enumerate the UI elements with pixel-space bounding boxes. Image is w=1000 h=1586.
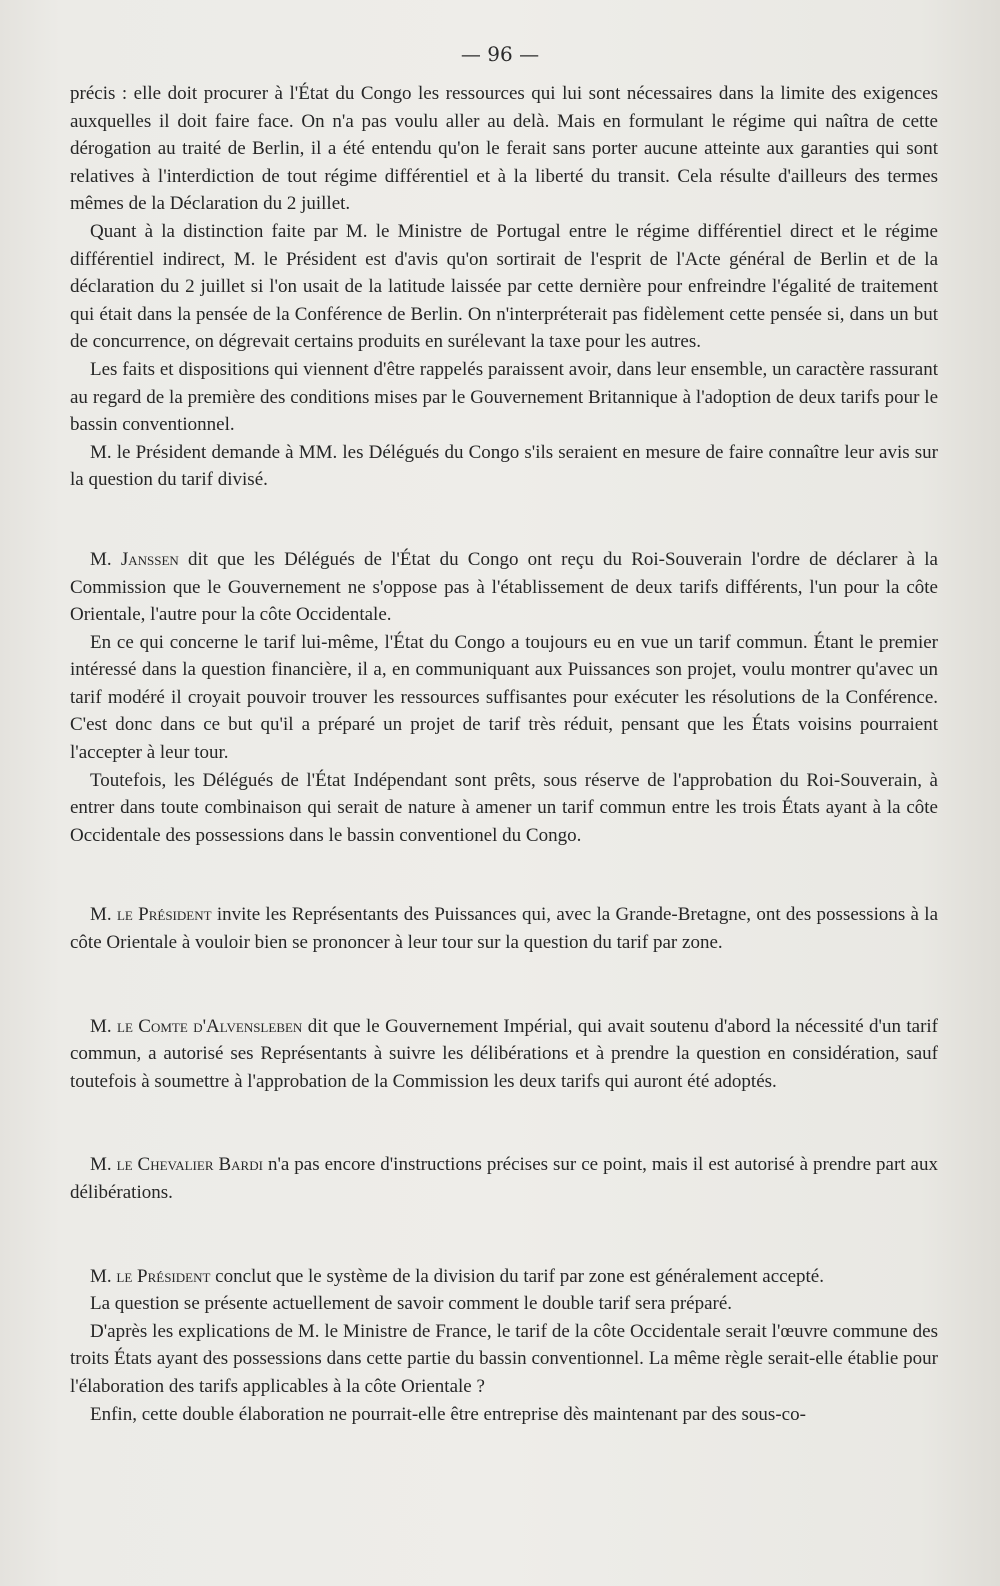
paragraph: Toutefois, les Délégués de l'État Indépendant sont prêts, sous réserve de l'approbation du Roi-Souverain, à entrer dans toute combinaison qui serait de nature à amener un tarif commun entre les trois États ayant à la côte Occidentale des possessions dans le bassin conventionel du Congo.: [70, 769, 938, 846]
paragraph: Les faits et dispositions qui viennent d'être rappelés paraissent avoir, dans leur ensemble, un caractère rassurant au regard de la première des conditions mises par le Gouvernement Britannique à l'adoption de deux tarifs pour le bassin conventionnel.: [70, 358, 938, 436]
paragraph: M. le Président demande à MM. les Délégués du Congo s'ils seraient en mesure de faire connaître leur avis sur la question du tarif divisé.: [70, 441, 938, 491]
speaker-name: M. le Président: [90, 1265, 211, 1287]
section-gap: [70, 957, 938, 1013]
speech-text: conclut que le système de la division du tarif par zone est généralement accepté.: [210, 1265, 824, 1287]
speech-text: n'a pas encore d'instructions précises sur ce point, mais il est autorisé à prendre part aux délibérations.: [70, 1154, 938, 1203]
speech-bardi: [70, 1151, 938, 1206]
paragraph: précis : elle doit procurer à l'État du Congo les ressources qui lui sont nécessaires dans la limite des exigences auxquelles il doit faire face. On n'a pas voulu aller au delà. Mais en formulant le régime qui naîtra de cette dérogation au traité de Berlin, il a été entendu qu'on le ferait sans porter aucune atteinte aux garanties qui sont relatives à l'interdiction de tout régime différentiel et à la liberté du transit. Cela résulte d'ailleurs des termes mêmes de la Déclaration du 2 juillet.: [70, 83, 938, 215]
speech-janssen: [70, 546, 938, 629]
paragraph: En ce qui concerne le tarif lui-même, l'État du Congo a toujours eu en vue un tarif commun. Étant le premier intéressé dans la question financière, il a, en communiquant aux Puissances son projet, voulu montrer qu'avec un tarif modéré il croyait pouvoir trouver les ressources suffisantes pour exécuter les résolutions de la Conférence. C'est donc dans ce but qu'il a préparé un projet de tarif très réduit, pensant que les États voisins pourraient l'accepter à leur tour.: [70, 631, 938, 764]
paragraph: D'après les explications de M. le Ministre de France, le tarif de la côte Occidentale serait l'œuvre commune des troits États ayant des possessions dans cette partie du bassin conventionnel. La même règle serait-elle établie pour l'élaboration des tarifs applicables à la côte Orientale ?: [70, 1320, 938, 1397]
document-body: [70, 80, 938, 1428]
paragraph: Enfin, cette double élaboration ne pourrait-elle être entreprise dès maintenant par des sous-co-: [90, 1403, 806, 1425]
section-gap: [70, 849, 938, 901]
speaker-name: M. Janssen: [90, 548, 179, 570]
section-gap: [70, 1207, 938, 1263]
speech-president-conclusion: [70, 1263, 938, 1291]
speaker-name: M. le Comte d'Alvensleben: [90, 1015, 303, 1037]
speaker-name: M. le Chevalier Bardi: [90, 1154, 263, 1176]
speech-text: invite les Représentants des Puissances qui, avec la Grande-Bretagne, ont des possessions à la côte Orientale à vouloir bien se prononcer à leur tour sur la question du tarif par zone.: [70, 904, 939, 954]
speech-president: [70, 901, 938, 956]
paragraph: Quant à la distinction faite par M. le Ministre de Portugal entre le régime différentiel direct et le régime différentiel indirect, M. le Président est d'avis qu'on sortirait de l'esprit de l'Acte général de Berlin et de la déclaration du 2 juillet si l'on usait de la latitude laissée par cette dernière pour enfreindre l'égalité de traitement qui était dans la pensée de la Conférence de Berlin. On n'interpréterait pas fidèlement cette pensée si, dans un but de concurrence, on dégrevait certains produits en surélevant la taxe pour les autres.: [70, 220, 938, 353]
section-gap: [70, 1095, 938, 1151]
speech-text: dit que le Gouvernement Impérial, qui avait soutenu d'abord la nécessité d'un tarif commun, a autorisé ses Représentants à suivre les délibérations et à prendre la question en considération, sauf toutefois à soumettre à l'approbation de la Commission les deux tarifs qui auront été adoptés.: [70, 1015, 938, 1092]
speaker-name: M. le Président: [90, 904, 212, 926]
paragraph: La question se présente actuellement de savoir comment le double tarif sera préparé.: [90, 1293, 733, 1315]
speech-alvensleben: [70, 1013, 938, 1096]
page-number: — 96 —: [460, 42, 540, 66]
speech-text: dit que les Délégués de l'État du Congo ont reçu du Roi-Souverain l'ordre de déclarer à la Commission que le Gouvernement ne s'oppose pas à l'établissement de deux tarifs différents, l'un pour la côte Orientale, l'autre pour la côte Occidentale.: [70, 548, 938, 626]
section-gap: [70, 494, 938, 546]
